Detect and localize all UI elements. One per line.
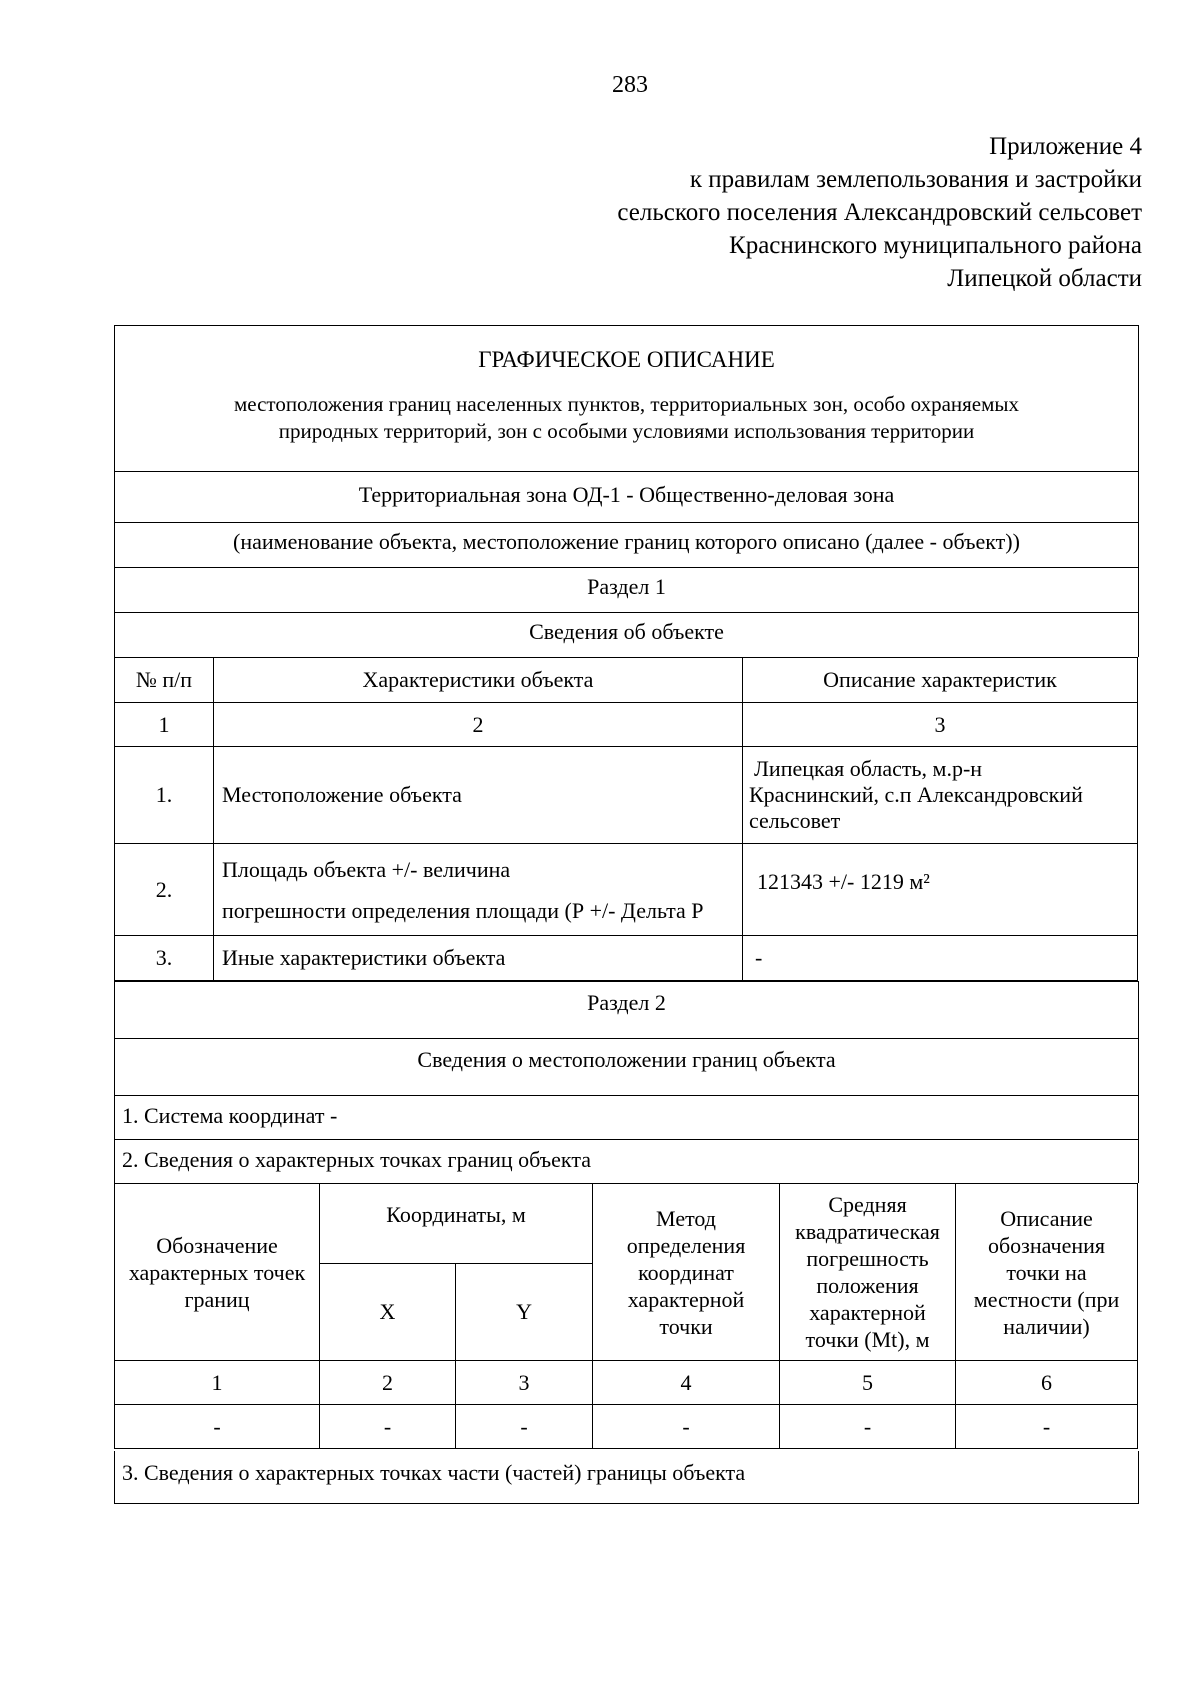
section2-title-row bbox=[115, 981, 1138, 1038]
section2-title: Раздел 2 bbox=[587, 990, 666, 1015]
coord-system-row bbox=[115, 1095, 1138, 1139]
table-cell: - bbox=[593, 1405, 780, 1449]
header-line: характерной bbox=[809, 1300, 926, 1325]
object-caption-row bbox=[115, 522, 1138, 567]
part-points-row bbox=[115, 1451, 1138, 1504]
column-number: 1 bbox=[115, 703, 214, 747]
column-number: 6 bbox=[956, 1361, 1138, 1405]
object-caption: (наименование объекта, местоположение границ которого описано (далее - объект)) bbox=[233, 529, 1020, 554]
header-line: характерной bbox=[627, 1286, 745, 1312]
column-header: Описание характеристик bbox=[743, 658, 1138, 703]
points-title: 2. Сведения о характерных точках границ объекта bbox=[122, 1147, 591, 1172]
y-header: Y bbox=[456, 1264, 593, 1361]
table-cell: - bbox=[456, 1405, 593, 1449]
column-number-row bbox=[115, 703, 1138, 747]
header-line: положения bbox=[816, 1273, 919, 1298]
column-number: 1 bbox=[115, 1361, 320, 1405]
object-name-row bbox=[115, 471, 1138, 522]
header-line: квадратическая bbox=[795, 1219, 940, 1244]
table-header-row bbox=[115, 1184, 1138, 1264]
designation-header bbox=[115, 1184, 320, 1361]
value-line: сельсовет bbox=[749, 808, 841, 833]
column-header: № п/п bbox=[115, 658, 214, 703]
appendix-line: сельского поселения Александровский сельсовет bbox=[617, 199, 1142, 226]
characteristic-name bbox=[214, 844, 743, 936]
header-line: наличии) bbox=[1003, 1313, 1090, 1339]
form-subtitle-line1: местоположения границ населенных пунктов, территориальных зон, особо охраняемых bbox=[233, 392, 1020, 416]
section2-subtitle-row bbox=[115, 1038, 1138, 1095]
column-number: 4 bbox=[593, 1361, 780, 1405]
column-number: 2 bbox=[214, 703, 743, 747]
header-line: точки bbox=[659, 1313, 713, 1339]
error-header bbox=[780, 1184, 956, 1361]
column-number: 3 bbox=[743, 703, 1138, 747]
section1-table bbox=[114, 657, 1138, 981]
characteristic-name: Иные характеристики объекта bbox=[214, 936, 743, 981]
row-number: 1. bbox=[115, 747, 214, 844]
table-row bbox=[115, 936, 1138, 981]
form-subtitle-line2: природных территорий, зон с особыми условиями использования территории bbox=[278, 419, 975, 443]
object-name: Территориальная зона ОД-1 - Общественно-деловая зона bbox=[358, 482, 895, 507]
header-line: границ bbox=[184, 1286, 250, 1312]
section1-title: Раздел 1 bbox=[587, 574, 666, 599]
appendix-line: Приложение 4 bbox=[989, 133, 1142, 160]
column-number: 2 bbox=[320, 1361, 456, 1405]
characteristic-name: Местоположение объекта bbox=[214, 747, 743, 844]
column-number: 3 bbox=[456, 1361, 593, 1405]
section1-title-row bbox=[115, 567, 1138, 612]
form-header bbox=[115, 325, 1138, 471]
characteristic-value bbox=[743, 747, 1138, 844]
header-line: точки на bbox=[1006, 1259, 1087, 1285]
table-cell: - bbox=[780, 1405, 956, 1449]
section2-block bbox=[114, 981, 1139, 1183]
method-header bbox=[593, 1184, 780, 1361]
name-line: погрешности определения площади (Р +/- Дельта Р bbox=[222, 897, 704, 923]
name-line: Площадь объекта +/- величина bbox=[222, 856, 511, 882]
table-header-row bbox=[115, 658, 1138, 703]
coords-header: Координаты, м bbox=[320, 1184, 593, 1264]
appendix-line: к правилам землепользования и застройки bbox=[689, 166, 1142, 193]
appendix-block bbox=[617, 130, 1142, 295]
form-title: ГРАФИЧЕСКОЕ ОПИСАНИЕ bbox=[478, 347, 775, 372]
header-line: Метод bbox=[656, 1205, 716, 1231]
row-number: 3. bbox=[115, 936, 214, 981]
table-row bbox=[115, 747, 1138, 844]
value-line: Краснинский, с.п Александровский bbox=[749, 782, 1083, 807]
header-line: погрешность bbox=[806, 1246, 929, 1271]
points-title-row bbox=[115, 1139, 1138, 1183]
coord-system: 1. Система координат - bbox=[122, 1103, 338, 1128]
header-line: Описание bbox=[1000, 1205, 1093, 1231]
part-points-title: 3. Сведения о характерных точках части (частей) границы объекта bbox=[122, 1460, 746, 1485]
header-line: обозначения bbox=[987, 1232, 1106, 1258]
characteristic-value: 121343 +/- 1219 м² bbox=[743, 844, 1138, 936]
section2-subtitle: Сведения о местоположении границ объекта bbox=[417, 1047, 836, 1072]
row-number: 2. bbox=[115, 844, 214, 936]
x-header: X bbox=[320, 1264, 456, 1361]
header-line: определения bbox=[626, 1232, 746, 1258]
column-number-row bbox=[115, 1361, 1138, 1405]
characteristic-value: - bbox=[743, 936, 1138, 981]
section1-subtitle: Сведения об объекте bbox=[529, 619, 724, 644]
description-header bbox=[956, 1184, 1138, 1361]
table-cell: - bbox=[956, 1405, 1138, 1449]
document-form bbox=[114, 325, 1139, 657]
header-line: точки (Mt), м bbox=[805, 1327, 930, 1352]
table-cell: - bbox=[320, 1405, 456, 1449]
table-row bbox=[115, 844, 1138, 936]
header-line: местности (при bbox=[973, 1286, 1120, 1312]
appendix-line: Краснинского муниципального района bbox=[729, 232, 1142, 259]
column-number: 5 bbox=[780, 1361, 956, 1405]
table-row bbox=[115, 1405, 1138, 1449]
appendix-line: Липецкой области bbox=[947, 265, 1142, 292]
header-line: координат bbox=[638, 1259, 734, 1285]
value-line: Липецкая область, м.р-н bbox=[754, 756, 983, 781]
header-line: Средняя bbox=[828, 1192, 907, 1217]
section1-subtitle-row bbox=[115, 612, 1138, 657]
table-cell: - bbox=[115, 1405, 320, 1449]
header-line: характерных точек bbox=[128, 1259, 306, 1285]
part-points-block bbox=[114, 1451, 1139, 1504]
header-line: Обозначение bbox=[156, 1232, 278, 1258]
points-table bbox=[114, 1183, 1138, 1449]
column-header: Характеристики объекта bbox=[214, 658, 743, 703]
page-number: 283 bbox=[612, 72, 648, 98]
